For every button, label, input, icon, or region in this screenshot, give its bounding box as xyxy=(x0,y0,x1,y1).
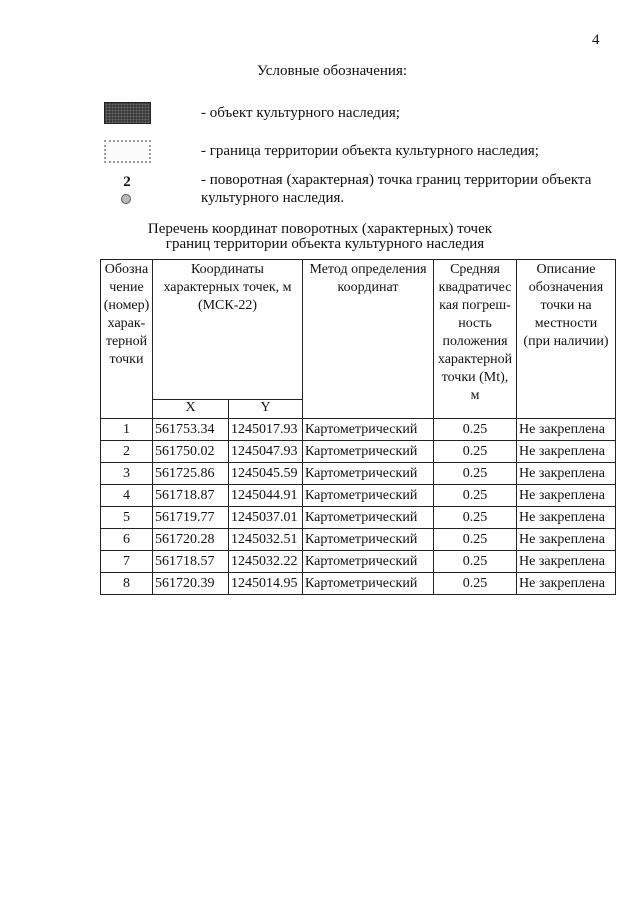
description-cell: Не закреплена xyxy=(517,485,616,507)
x-coordinate-cell: 561750.02 xyxy=(153,441,229,463)
point-number-cell: 6 xyxy=(101,529,153,551)
point-number-cell: 5 xyxy=(101,507,153,529)
description-cell: Не закреплена xyxy=(517,551,616,573)
point-number-cell: 8 xyxy=(101,573,153,595)
header-coordinates: Координаты характерных точек, м (МСК-22) xyxy=(153,260,303,400)
table-row xyxy=(101,419,616,441)
legend-item-territory-boundary: - граница территории объекта культурного наследия; xyxy=(201,143,539,159)
point-number-cell: 4 xyxy=(101,485,153,507)
x-coordinate-cell: 561719.77 xyxy=(153,507,229,529)
table-row xyxy=(101,507,616,529)
legend-item-turning-point: - поворотная (характерная) точка границ территории объекта культурного наследия. xyxy=(201,172,592,206)
description-cell: Не закреплена xyxy=(517,441,616,463)
page-number: 4 xyxy=(592,32,600,48)
turning-point-symbol-label: 2 xyxy=(123,174,131,190)
territory-boundary-symbol xyxy=(104,140,151,163)
method-cell: Картометрический xyxy=(303,441,434,463)
table-row xyxy=(101,463,616,485)
legend-title: Условные обозначения: xyxy=(256,63,408,79)
error-value-cell: 0.25 xyxy=(434,507,517,529)
error-value-cell: 0.25 xyxy=(434,441,517,463)
point-number-cell: 3 xyxy=(101,463,153,485)
method-cell: Картометрический xyxy=(303,419,434,441)
method-cell: Картометрический xyxy=(303,551,434,573)
table-row xyxy=(101,441,616,463)
header-point-designation: Обозна чение (номер) харак- терной точки xyxy=(101,260,153,419)
method-cell: Картометрический xyxy=(303,529,434,551)
x-coordinate-cell: 561720.39 xyxy=(153,573,229,595)
y-coordinate-cell: 1245014.95 xyxy=(229,573,303,595)
header-mean-square-error: Средняя квадратичес кая погреш- ность положения характерной точки (Mt), м xyxy=(434,260,517,419)
y-coordinate-cell: 1245047.93 xyxy=(229,441,303,463)
x-coordinate-cell: 561725.86 xyxy=(153,463,229,485)
y-coordinate-cell: 1245037.01 xyxy=(229,507,303,529)
description-cell: Не закреплена xyxy=(517,507,616,529)
description-cell: Не закреплена xyxy=(517,419,616,441)
y-coordinate-cell: 1245045.59 xyxy=(229,463,303,485)
error-value-cell: 0.25 xyxy=(434,419,517,441)
table-row xyxy=(101,529,616,551)
y-coordinate-cell: 1245044.91 xyxy=(229,485,303,507)
description-cell: Не закреплена xyxy=(517,573,616,595)
error-value-cell: 0.25 xyxy=(434,485,517,507)
x-coordinate-cell: 561720.28 xyxy=(153,529,229,551)
error-value-cell: 0.25 xyxy=(434,551,517,573)
x-coordinate-cell: 561753.34 xyxy=(153,419,229,441)
heritage-object-symbol xyxy=(104,102,151,124)
method-cell: Картометрический xyxy=(303,485,434,507)
x-coordinate-cell: 561718.57 xyxy=(153,551,229,573)
point-number-cell: 2 xyxy=(101,441,153,463)
method-cell: Картометрический xyxy=(303,573,434,595)
table-row xyxy=(101,573,616,595)
table-row xyxy=(101,551,616,573)
header-description: Описание обозначения точки на местности (при наличии) xyxy=(517,260,616,419)
legend-item-heritage-object: - объект культурного наследия; xyxy=(201,105,400,121)
method-cell: Картометрический xyxy=(303,507,434,529)
x-coordinate-cell: 561718.87 xyxy=(153,485,229,507)
header-y: Y xyxy=(229,400,303,419)
description-cell: Не закреплена xyxy=(517,529,616,551)
error-value-cell: 0.25 xyxy=(434,573,517,595)
coordinates-table xyxy=(100,259,616,595)
turning-point-symbol xyxy=(121,194,131,204)
point-number-cell: 1 xyxy=(101,419,153,441)
description-cell: Не закреплена xyxy=(517,463,616,485)
method-cell: Картометрический xyxy=(303,463,434,485)
y-coordinate-cell: 1245032.22 xyxy=(229,551,303,573)
table-row xyxy=(101,485,616,507)
error-value-cell: 0.25 xyxy=(434,529,517,551)
error-value-cell: 0.25 xyxy=(434,463,517,485)
point-number-cell: 7 xyxy=(101,551,153,573)
caption-line-2: границ территории объекта культурного наследия xyxy=(165,236,485,252)
y-coordinate-cell: 1245032.51 xyxy=(229,529,303,551)
y-coordinate-cell: 1245017.93 xyxy=(229,419,303,441)
caption-line-1: Перечень координат поворотных (характерных) точек xyxy=(147,221,493,237)
table-caption xyxy=(0,222,640,252)
header-x: X xyxy=(153,400,229,419)
header-method: Метод определения координат xyxy=(303,260,434,419)
